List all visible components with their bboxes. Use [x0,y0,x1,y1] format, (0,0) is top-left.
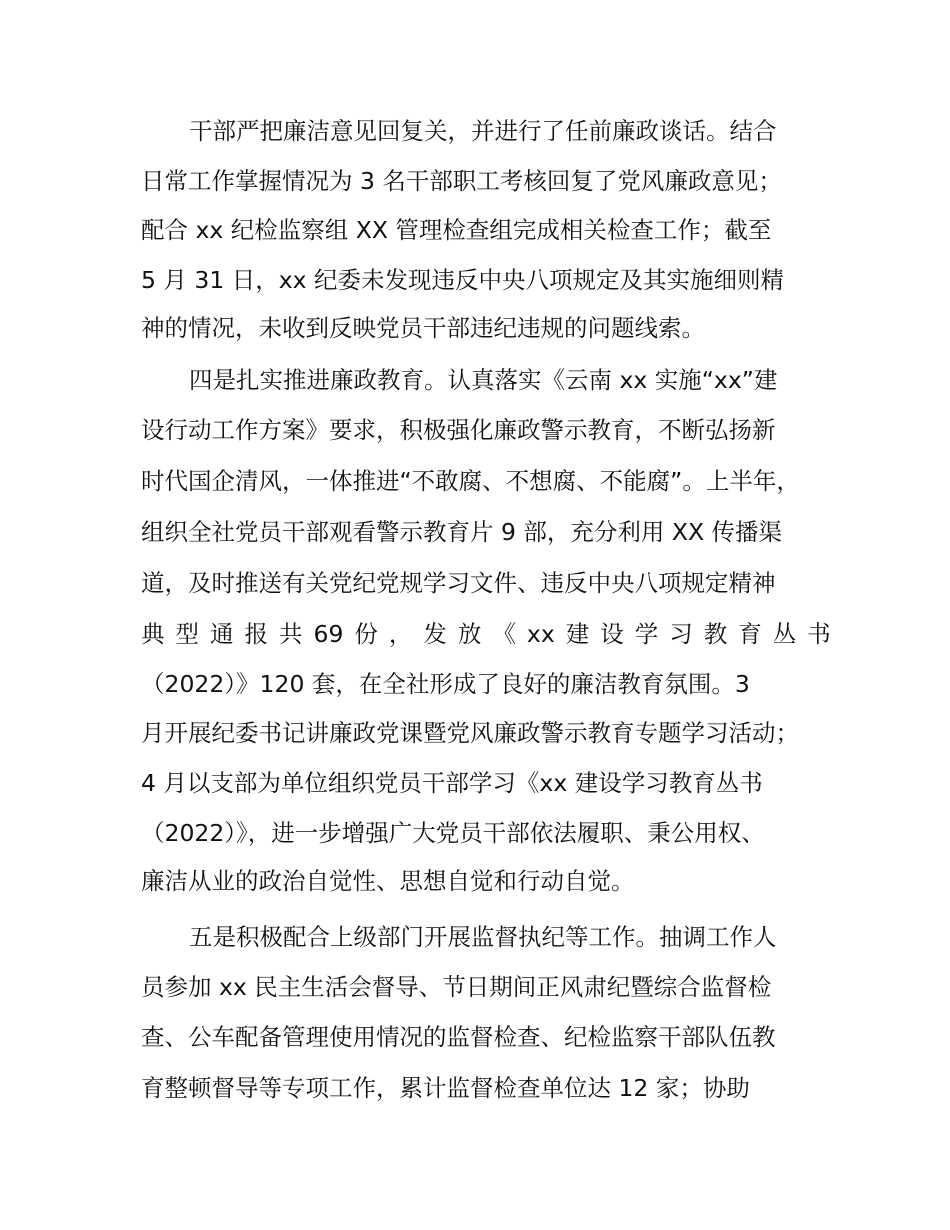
token: ， [388,620,413,648]
token: 学 [634,620,659,648]
paragraph-2-line-10: （2022）》，进一步增强广大党员干部依法履职、秉公用权、 [141,819,765,847]
paragraph-2-line-7: （2022）》120 套，在全社形成了良好的廉洁教育氛围。3 [141,670,750,698]
paragraph-2-line-3: 时代国企清风，一体推进“不敢腐、不想腐、不能腐”。上半年， [141,467,800,495]
token: 型 [175,620,199,648]
token: 共 [279,620,303,648]
paragraph-1-line-2: 日常工作掌握情况为 3 名干部职工考核回复了党风廉政意见； [141,167,782,195]
token: 发 [423,620,447,648]
paragraph-1-line-3: 配合 xx 纪检监察组 XX 管理检查组完成相关检查工作；截至 [141,216,772,244]
paragraph-2-line-2: 设行动工作方案》要求，积极强化廉政警示教育，不断弘扬新 [141,416,776,444]
paragraph-1-line-5: 神的情况，未收到反映党员干部违纪违规的问题线索。 [141,314,705,342]
paragraph-2-line-8: 月开展纪委书记讲廉政党课暨党风廉政警示教育专题学习活动； [141,719,799,747]
token: 报 [244,620,268,648]
paragraph-2-line-1: 四是扎实推进廉政教育。认真落实《云南 xx 实施“xx”建 [189,366,778,394]
paragraph-2-line-6-justified [141,619,831,649]
token: 建 [565,620,590,648]
token: xx [526,620,555,648]
token: 教 [703,620,728,648]
token: 育 [738,620,762,648]
paragraph-3-line-2: 员参加 xx 民主生活会督导、节日期间正风肃纪暨综合监督检 [141,973,772,1001]
paragraph-2-line-4: 组织全社党员干部观看警示教育片 9 部，充分利用 XX 传播渠 [141,518,783,546]
token: 习 [669,620,693,648]
token: 通 [210,620,234,648]
token: 设 [600,620,624,648]
token: 书 [807,620,831,648]
paragraph-3-line-4: 育整顿督导等专项工作，累计监督检查单位达 12 家；协助 [141,1074,750,1102]
paragraph-1-line-1: 干部严把廉洁意见回复关，并进行了任前廉政谈话。结合 [189,117,777,145]
token: 69 [313,620,344,648]
paragraph-2-line-5: 道，及时推送有关党纪党规学习文件、违反中央八项规定精神 [141,569,776,597]
paragraph-2-line-9: 4 月以支部为单位组织党员干部学习《xx 建设学习教育丛书 [141,769,763,797]
token: 丛 [772,620,797,648]
paragraph-3-line-3: 查、公车配备管理使用情况的监督检查、纪检监察干部队伍教 [141,1023,776,1051]
token: 《 [492,620,516,648]
token: 典 [141,620,165,648]
paragraph-1-line-4: 5 月 31 日，xx 纪委未发现违反中央八项规定及其实施细则精 [141,266,785,294]
token: 份 [354,620,378,648]
paragraph-3-line-1: 五是积极配合上级部门开展监督执纪等工作。抽调工作人 [189,923,777,951]
token: 放 [457,620,482,648]
paragraph-2-line-11: 廉洁从业的政治自觉性、思想自觉和行动自觉。 [141,867,635,895]
